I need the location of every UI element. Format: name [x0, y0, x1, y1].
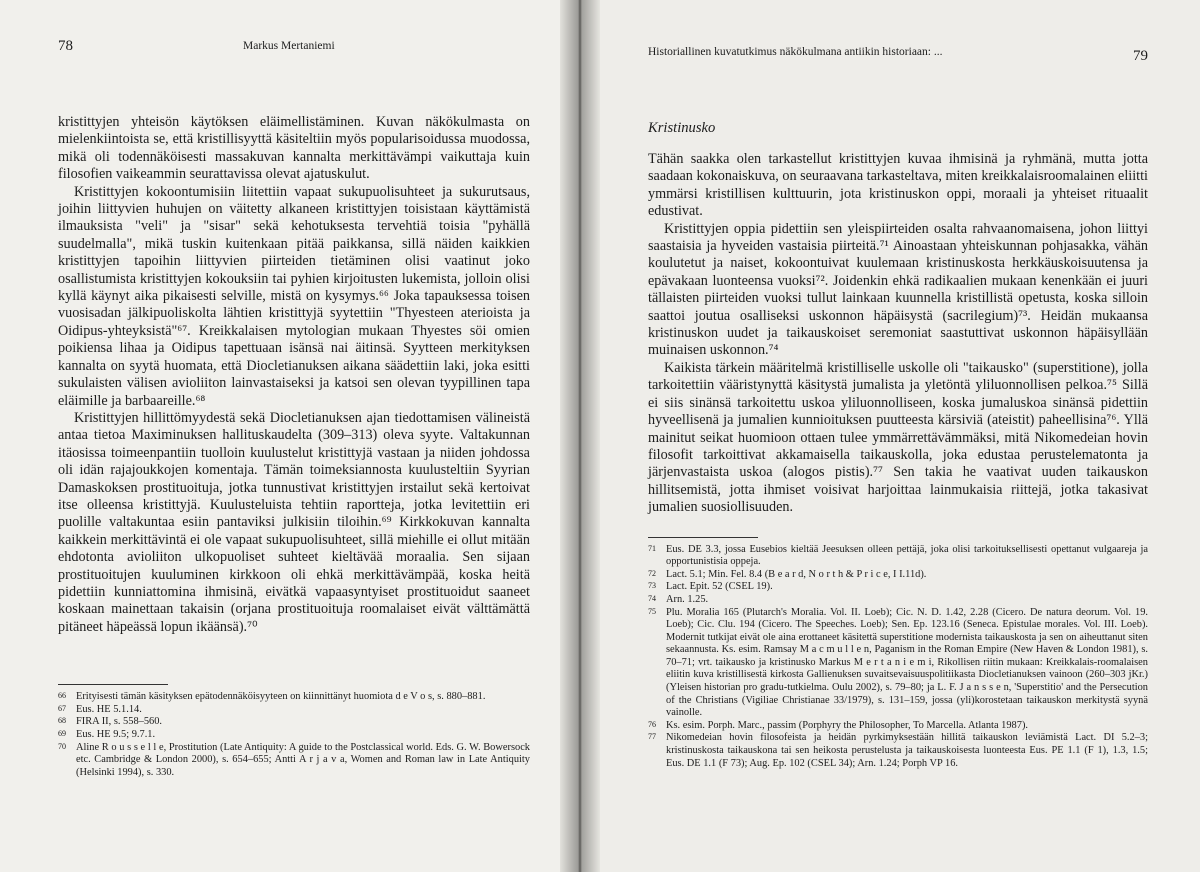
- left-page-number: 78: [58, 38, 73, 54]
- footnote: 66 Erityisesti tämän käsityksen epätodennäköisyyteen on kiinnittänyt huomiota d e V o s, s. 880–881.: [58, 691, 486, 703]
- footnote: 68 FIRA II, s. 558–560.: [58, 716, 163, 728]
- footnote-divider: [58, 684, 168, 685]
- footnote: 72 Lact. 5.1; Min. Fel. 8.4 (B e a r d, N o r t h & P r i c e, I I.11d).: [648, 568, 927, 580]
- right-footnotes: [648, 544, 1148, 771]
- paragraph: Tähän saakka olen tarkastellut kristittyjen kuvaa ihmisinä ja ryhmänä, mutta jotta saadaan kokonaiskuva, on seuraavana tarkasteltava, miten kreikkalaisroomalainen eliitti ymmärsi kristillisen kulttuurin, jota kristinuskon oppi, moraali ja yhteiset rituaalit edustivat.: [648, 151, 1148, 220]
- footnote: 75 Plu. Moralia 165 (Plutarch's Moralia. Vol. II. Loeb); Cic. N. D. 1.42, 2.28 (Cicero. De natura deorum. Vol. 19. Loeb); Cic. Clu. 194 (Cicero. The Speeches. Loeb); Sen. Ep. 123.16 (Seneca. Epistulae morales. Vol. III. Loeb). Modernit tutkijat eivät ole aina erottaneet käsitettä superstitione modernista taikauskosta ja sen on aiheuttanut siten sekaannusta. Ks. esim. Ramsay M a c m u l l e n, Paganism in the Roman Empire (New Haven & London 1981), s. 70–71; vrt. taikausko ja kristinusko Markus M e r t a n i e m i, Rikollisen riitin mukaan: Kreikkalais-roomalaisen eliitin kuva kristillisestä kirkosta Gallienuksen suvaitsevaisuuspolitiikasta Diocletianuksen vainoon (260–303 jKr.) (Yleisen historian pro gradu-tutkielma. Oulu 2002), s. 79–80; ja L. F. J a n s s e n, 'Superstitio' and the Persecution of the Christians (Vigiliae Christianae 33/1979), s. 131–159, jossa (yli)korostetaan taikauskon merkitystä syynä vainolle.: [648, 606, 1148, 719]
- section-title: Kristinusko: [648, 120, 716, 136]
- left-body-text: [58, 114, 530, 636]
- left-header: [58, 38, 530, 78]
- left-page: [0, 0, 580, 872]
- right-page: [580, 0, 1200, 872]
- footnote: 69 Eus. HE 9.5; 9.7.1.: [58, 728, 156, 740]
- paragraph: Kaikista tärkein määritelmä kristilliselle uskolle oli "taikausko" (superstitione), jolla tarkoitettiin vääristynyttä käsitystä jumalista ja yletöntä yliluonnollisen pelkoa.⁷⁵ Sillä ei siis sinänsä tarkoitettu uskoa yliluonnolliseen, koska jumaluskoa sinänsä pidettiin hyveellisenä ja jumalien kunnioituksen puutteesta kärsiviä (ateistit) paheellisina⁷⁶. Yllä mainitut seikat huomioon ottaen tulee ymmärrettävämmäksi, mitä Nikomedeian hovin filosofit tarkoittivat akkamaisella taikauskolla, joka edustaa perustelematonta ja järjenvastaista uskoa (alogos pistis).⁷⁷ Sen takia he vaativat uuden taikauskon hillitsemistä, jotta ihmiset voisivat harjoittaa lainmukaisia riittejä, jotka takasivat jumalien suosiollisuuden.: [648, 359, 1148, 516]
- right-page-number: 79: [1133, 48, 1148, 64]
- footnote: 67 Eus. HE 5.1.14.: [58, 703, 142, 715]
- paragraph: Kristittyjen oppia pidettiin sen yleispiirteiden osalta rahvaanomaisena, johon liittyi saastaisia ja hyveiden vastaisia piirteitä.⁷¹ Ainoastaan yhteiskunnan pohjasakka, vähän koulutetut ja naiset, kokoontuivat kuulemaan kristinuskosta herkkäuskoisuutensa ja epävakaan luonteensa vuoksi⁷². Joidenkin ehkä radikaalien mukaan kenenkään ei juuri tällaisten piirteiden vuoksi tullut lainkaan kuunnella kristillistä opetusta, koska silloin saattoi joutua osalliseksi uskonnon häpäisystä (sacrilegium)⁷³. Heidän mukaansa kristinuskon uudet ja taikauskoiset seremoniat saastuttivat uskonnon häpäisyllään muinaisen uskonnon.⁷⁴: [648, 220, 1148, 359]
- paragraph: Kristittyjen hillittömyydestä sekä Diocletianuksen ajan tiedottamisen välineistä antaa tietoa Maximinuksen hallituskaudelta (309–313) oleva syyte. Valtakunnan itäosissa toimeenpantiin tuolloin kuulustelut kristittyjä vastaan ja niiden johdossa oli idän rajajoukkojen komentaja. Tämän toimeksiannosta kuulusteltiin Syyrian Damaskoksen prostituoituja, jotka tunnustivat kristittyjen irstailut sekä kertoivat itse olleensa kristittyjä. Kuulusteluista tehtiin raportteja, jotka levitettiin eri puolille valtakuntaa esiin pantaviksi julkisiin tiloihin.⁶⁹ Kirkkokuvan kannalta kaikkein merkittävintä ei ole vapaat sukupuolisuhteet, sillä miehille ei ollut mitään ehdotonta avioliiton ulkopuoliset suhteet kieltävää moraalia. Sen sijaan prostituoitujen kuuluminen kirkkoon oli ehkä merkittävämpää, koska heitä pidettiin kunniattomina ihmisinä, eivätkä vapaasyntyiset prostituoidut saaneet koskaan mainettaan takaisin (orjana prostituoituja roomalaiset eivät välttämättä pitäneet häpeässä lopun ikäänsä).⁷⁰: [58, 409, 530, 635]
- footnote-divider: [648, 537, 758, 538]
- book-gutter: [560, 0, 600, 872]
- footnote: 71 Eus. DE 3.3, jossa Eusebios kieltää Jeesuksen olleen pettäjä, joka olisi tarkoituksellisesti opettanut vulgaareja ja opportunistisia oppeja.: [648, 543, 1148, 568]
- paragraph: Kristittyjen kokoontumisiin liitettiin vapaat sukupuolisuhteet ja sukurutsaus, joihin liittyvien huhujen on väitetty alkaneen kristittyjen toisistaan käyttämistä ilmauksista "veli" ja "sisar" sekä kehotuksesta tervehtiä toisia "pyhällä suudelmalla", mikä tuskin kuitenkaan pitää paikkansa, sillä näiden kaikkien kristittyjen tapoihin liittyvien piirteiden tietäminen olisi vaatinut joko osallistumista kristittyjen kokouksiin tai pyhien kirjoitusten lukemista, jolloin olisi kyllä käynyt aika pikaisesti selville, mistä on kysymys.⁶⁶ Joka tapauksessa toisen vuosisadan jälkipuoliskolta lähtien kristittyjä syytettiin "Thyesteen aterioista ja Oidipus-yhteyksistä"⁶⁷. Kreikkalaisen mytologian mukaan Thyestes söi omien poikiensa lihaa ja Oidipus tapettuaan isänsä nai äitinsä. Syytteen merkityksen kannalta on syytä huomata, että Diocletianuksen aikana säädettiin laki, joka esitti sukulaisten välisen avioliiton lainvastaiseksi ja katsoi sen olevan tyypillinen tapa eläimille ja barbaareille.⁶⁸: [58, 183, 530, 409]
- footnote: 76 Ks. esim. Porph. Marc., passim (Porphyry the Philosopher, To Marcella. Atlanta 1987).: [648, 719, 1028, 731]
- footnote: 73 Lact. Epit. 52 (CSEL 19).: [648, 581, 773, 593]
- right-running-head: Historiallinen kuvatutkimus näkökulmana antiikin historiaan: ...: [648, 46, 943, 58]
- footnote: 70 Aline R o u s s e l l e, Prostitution (Late Antiquity: A guide to the Postclassical world. Eds. G. W. Bowersock etc. Cambridge & London 2000), s. 654–655; Antti A r j a v a, Women and Roman law in Late Antiquity (Helsinki 1994), s. 330.: [58, 741, 530, 778]
- footnote: 74 Arn. 1.25.: [648, 593, 709, 605]
- footnote: 77 Nikomedeian hovin filosofeista ja heidän pyrkimyksestään hillitä taikauskon leviämistä Lact. DI 5.2–3; kristinuskosta taikauskona tai sen heikosta perustelusta ja taikauskoisesta luonteesta Eus. PE 1.1 (F 1), 1.3, 1.5; Eus. DE 1.1 (F 73); Aug. Ep. 102 (CSEL 34); Arn. 1.24; Porph VP 16.: [648, 732, 1148, 769]
- right-header: [648, 40, 1148, 80]
- left-running-head: Markus Mertaniemi: [243, 40, 335, 52]
- right-body-text: [648, 120, 1148, 517]
- left-footnotes: [58, 691, 530, 779]
- paragraph: kristittyjen yhteisön käytöksen eläimellistäminen. Kuvan näkökulmasta on mielenkiintoista se, että kristillisyyttä käsiteltiin myös popularisoidussa muodossa, mikä oli todennäköisesti massakuvan kannalta merkittävämpi vaikuttaja kuin filosofien vaikeammin seurattavissa olevat ajatuskulut.: [58, 114, 530, 183]
